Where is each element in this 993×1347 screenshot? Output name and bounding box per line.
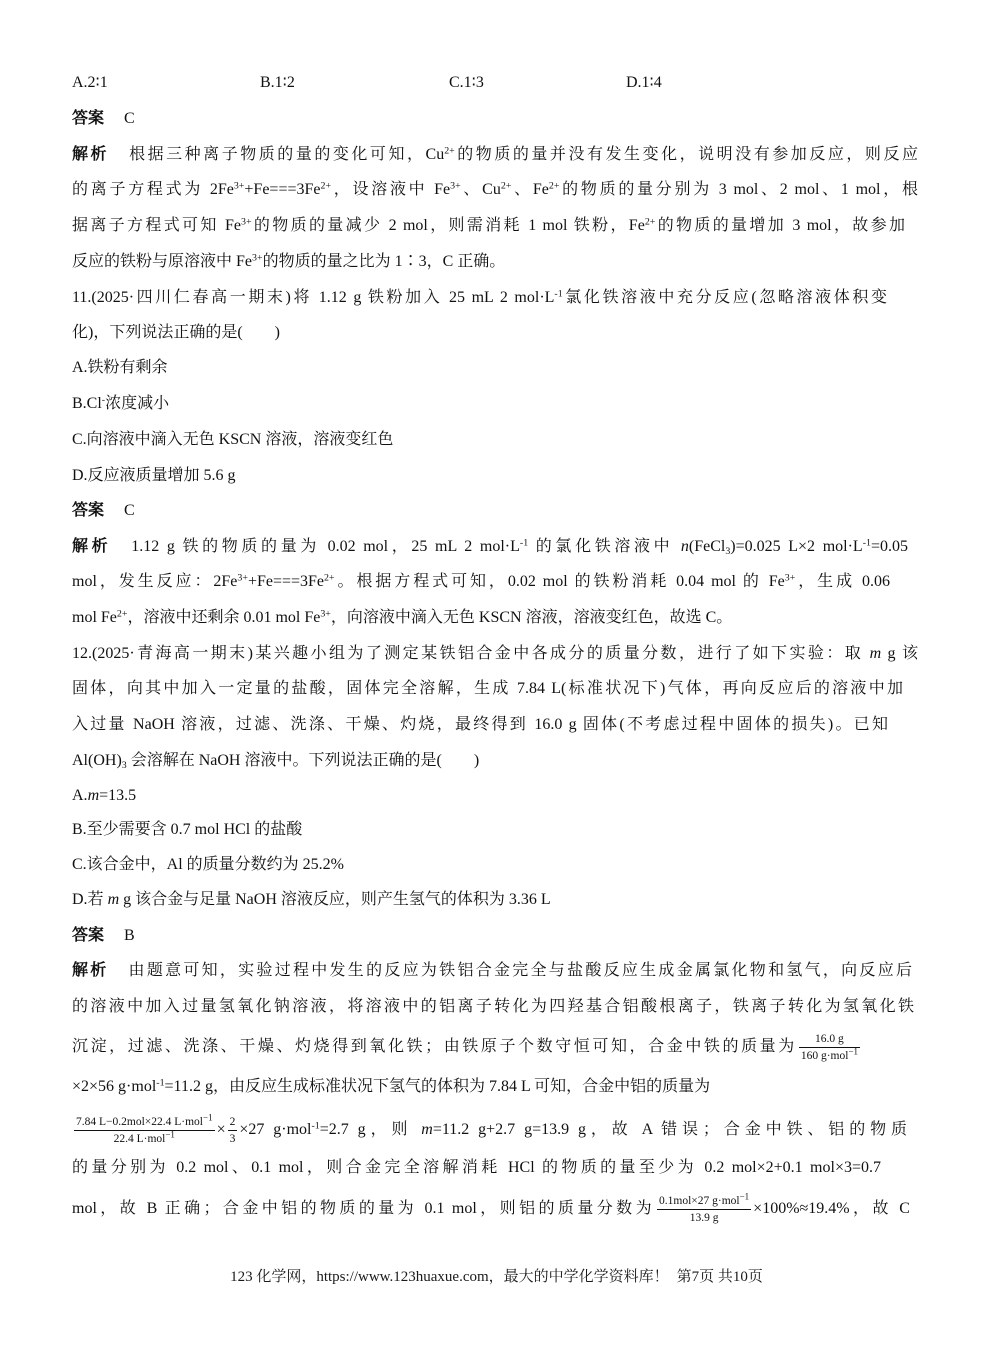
analysis-label: 解析 xyxy=(72,146,110,163)
option-c: C.1∶3 xyxy=(449,74,484,91)
fraction xyxy=(799,1032,860,1063)
analysis-line xyxy=(72,1189,910,1229)
text-run: ，生成 0.06 xyxy=(795,573,890,590)
text-run: 沉淀，过滤、洗涤、干燥、灼烧得到氧化铁；由铁原子个数守恒可知，合金中铁的质量为 xyxy=(72,1038,797,1055)
text-run: 1.12 g 铁的物质的量为 0.02 mol，25 mL 2 mol·L xyxy=(131,538,520,555)
option-b xyxy=(72,389,169,419)
fraction-denominator xyxy=(228,1131,238,1146)
superscript: 2+ xyxy=(116,608,128,620)
superscript: 2+ xyxy=(548,180,560,192)
previous-question-options xyxy=(72,68,918,98)
text-run: 、Fe xyxy=(511,181,549,198)
text-run: 的物质的量之比为 1∶3，C 正确。 xyxy=(262,253,506,270)
text-run: × xyxy=(216,1121,226,1138)
superscript: 2+ xyxy=(320,180,332,192)
text-run: 的氯化铁溶液中 xyxy=(528,538,681,555)
text-run: 22.4 L·mol xyxy=(113,1132,166,1145)
text-run: 。根据方程式可知，0.02 mol 的铁粉消耗 0.04 mol 的 Fe xyxy=(334,573,785,590)
italic-variable: n xyxy=(680,538,689,555)
text-run: A. xyxy=(72,787,88,804)
text-run: 浓度减小 xyxy=(105,395,170,412)
superscript: −1 xyxy=(848,1046,858,1057)
text-run: mol Fe xyxy=(72,609,117,626)
text-run: 据离子方程式可知 Fe xyxy=(72,217,242,234)
text-run: 、Cu xyxy=(460,181,501,198)
subscript: 3 xyxy=(121,759,127,771)
text-run: 反应的铁粉与原溶液中 Fe xyxy=(72,253,253,270)
text-run: =13.5 xyxy=(99,787,137,804)
text-run: ，溶液中还剩余 0.01 mol Fe xyxy=(127,609,321,626)
italic-variable: m xyxy=(87,787,100,804)
answer-line xyxy=(72,104,135,134)
page-footer xyxy=(0,1262,993,1292)
text-run: 的量分别为 0.2 mol、0.1 mol，则合金完全溶解消耗 HCl 的物质的量至少为 0.2 mol×2+0.1 mol×3=0.7 xyxy=(72,1159,881,1176)
option-c xyxy=(72,850,344,880)
text-run: B.Cl xyxy=(72,395,102,412)
text-run: Al(OH) xyxy=(72,752,122,769)
text-run: +Fe===3Fe xyxy=(244,181,321,198)
analysis-line xyxy=(72,1072,710,1102)
option-c xyxy=(72,425,393,455)
analysis-label: 解析 xyxy=(72,538,112,555)
superscript: -1 xyxy=(862,537,871,549)
analysis-line xyxy=(72,1110,907,1150)
text-run: C.向溶液中滴入无色 KSCN 溶液，溶液变红色 xyxy=(72,431,394,448)
option-a xyxy=(72,781,136,811)
text-run: 会溶解在 NaOH 溶液中。下列说法正确的是( ) xyxy=(126,752,480,769)
analysis-line xyxy=(72,140,918,170)
option-a: A.2∶1 xyxy=(72,74,108,91)
text-run: =11.2 g，由反应生成标准状况下氢气的体积为 7.84 L 可知，合金中铝的质量为 xyxy=(164,1078,711,1095)
analysis-line xyxy=(72,211,905,241)
question-stem-line xyxy=(72,639,918,669)
text-run: 13.9 g xyxy=(689,1211,719,1224)
analysis-line xyxy=(72,603,732,633)
analysis-line xyxy=(72,1153,881,1183)
text-run: g 该合金与足量 NaOH 溶液反应，则产生氢气的体积为 3.36 L xyxy=(119,891,551,908)
answer-label: 答案 xyxy=(72,502,105,519)
superscript: 2+ xyxy=(324,572,335,584)
question-stem-line xyxy=(72,283,887,313)
text-run: 的溶液中加入过量氢氧化钠溶液，将溶液中的铝离子转化为四羟基合铝酸根离子，铁离子转化为氢氧化铁 xyxy=(72,998,914,1015)
text-run: 3 xyxy=(229,1132,236,1145)
text-run: 的物质的量分别为 3 mol、2 mol、1 mol，根 xyxy=(559,181,918,198)
text-run: (FeCl xyxy=(688,538,726,555)
analysis-line xyxy=(72,175,918,205)
fraction xyxy=(228,1115,238,1146)
text-run: 的物质的量增加 3 mol，故参加 xyxy=(655,217,905,234)
text-run: 根据三种离子物质的量的变化可知，Cu xyxy=(129,146,445,163)
text-run: 16.0 g xyxy=(815,1032,844,1045)
option-b: B.1∶2 xyxy=(260,74,295,91)
text-run: =2.7 g，则 xyxy=(319,1121,422,1138)
text-run: )=0.025 L×2 mol·L xyxy=(730,538,863,555)
fraction-numerator xyxy=(228,1115,238,1131)
superscript: 3+ xyxy=(450,180,461,192)
fraction-denominator xyxy=(74,1131,215,1146)
text-run: +Fe===3Fe xyxy=(247,573,325,590)
text-run: D.若 xyxy=(72,891,108,908)
superscript: - xyxy=(101,394,106,406)
text-run: 7.84 L−0.2mol×22.4 L·mol xyxy=(76,1115,204,1128)
footer-site: 123 化学网，https://www.123huaxue.com，最大的中学化学资料库！ xyxy=(230,1269,669,1285)
text-run: 11.(2025·四川仁春高一期末)将 1.12 g 铁粉加入 25 mL 2 mol·L xyxy=(72,289,555,306)
text-run: 化)，下列说法正确的是( ) xyxy=(72,324,280,341)
fraction-denominator xyxy=(799,1048,860,1063)
text-run: ×2×56 g·mol xyxy=(72,1078,157,1095)
analysis-label: 解析 xyxy=(72,962,109,979)
text-run: 入过量 NaOH 溶液，过滤、洗涤、干燥、灼烧，最终得到 16.0 g 固体(不考虑过程中固体的损失)。已知 xyxy=(72,716,888,733)
answer-value: C xyxy=(124,110,135,127)
fraction xyxy=(657,1191,751,1225)
answer-label: 答案 xyxy=(72,110,105,127)
text-run: ×100%≈19.4%，故 C xyxy=(753,1200,910,1217)
text-run: mol，发生反应：2Fe xyxy=(72,573,238,590)
superscript: 3+ xyxy=(237,572,248,584)
text-run: D.反应液质量增加 5.6 g xyxy=(72,467,236,484)
text-run: mol，故 B 正确；合金中铝的物质的量为 0.1 mol，则铝的质量分数为 xyxy=(72,1200,656,1217)
analysis-text xyxy=(129,962,912,979)
analysis-line xyxy=(72,532,908,562)
superscript: 3+ xyxy=(784,572,796,584)
analysis-text xyxy=(129,146,918,163)
superscript: -1 xyxy=(311,1120,320,1132)
text-run: g 该 xyxy=(881,645,918,662)
text-run: ，向溶液中滴入无色 KSCN 溶液，溶液变红色，故选 C。 xyxy=(330,609,733,626)
superscript: -1 xyxy=(519,537,529,549)
text-run: =11.2 g+2.7 g=13.9 g，故 A 错误；合金中铁、铝的物质 xyxy=(432,1121,907,1138)
option-d xyxy=(72,885,551,915)
italic-variable: m xyxy=(107,891,120,908)
text-run: ，设溶液中 Fe xyxy=(331,181,451,198)
analysis-line xyxy=(72,1027,862,1067)
analysis-line xyxy=(72,247,505,277)
analysis-line xyxy=(72,567,890,597)
superscript: 3+ xyxy=(233,180,245,192)
superscript: −1 xyxy=(739,1191,750,1202)
text-run: 的离子方程式为 2Fe xyxy=(72,181,234,198)
text-run: 160 g·mol xyxy=(800,1049,849,1062)
fraction-denominator xyxy=(657,1210,751,1225)
superscript: -1 xyxy=(554,288,563,300)
answer-line xyxy=(72,921,135,951)
answer-label: 答案 xyxy=(72,927,105,944)
option-d: D.1∶4 xyxy=(626,74,662,91)
text-run: =0.05 xyxy=(870,538,908,555)
answer-value: B xyxy=(124,927,135,944)
question-stem-line xyxy=(72,710,888,740)
answer-value: C xyxy=(124,502,135,519)
text-run: 2 xyxy=(229,1115,236,1128)
superscript: 3+ xyxy=(241,216,252,228)
superscript: −1 xyxy=(203,1112,213,1123)
fraction-numerator xyxy=(657,1191,751,1210)
question-stem-line xyxy=(72,318,280,348)
analysis-text xyxy=(131,538,908,555)
superscript: 2+ xyxy=(444,145,455,157)
superscript: 2+ xyxy=(500,180,512,192)
text-run: 0.1mol×27 g·mol xyxy=(659,1194,740,1207)
text-run: 固体，向其中加入一定量的盐酸，固体完全溶解，生成 7.84 L(标准状况下)气体，再向反应后的溶液中加 xyxy=(72,680,903,697)
fraction xyxy=(74,1112,215,1146)
superscript: −1 xyxy=(165,1129,175,1140)
text-run: ×27 g·mol xyxy=(239,1121,312,1138)
text-run: 12.(2025·青海高一期末)某兴趣小组为了测定某铁铝合金中各成分的质量分数，进行了如下实验：取 xyxy=(72,645,870,662)
analysis-line xyxy=(72,956,912,986)
option-b xyxy=(72,815,302,845)
italic-variable: m xyxy=(869,645,882,662)
text-run: C.该合金中，Al 的质量分数约为 25.2% xyxy=(72,856,345,873)
question-stem-line xyxy=(72,674,903,704)
superscript: -1 xyxy=(156,1077,165,1089)
fraction-numerator xyxy=(74,1112,215,1131)
italic-variable: m xyxy=(421,1121,433,1138)
superscript: 2+ xyxy=(644,216,656,228)
analysis-line xyxy=(72,992,914,1022)
text-run: 氯化铁溶液中充分反应(忽略溶液体积变 xyxy=(562,289,887,306)
subscript: 3 xyxy=(725,545,731,557)
superscript: 3+ xyxy=(252,252,263,264)
superscript: 3+ xyxy=(320,608,331,620)
text-run: A.铁粉有剩余 xyxy=(72,359,168,376)
text-run: B.至少需要含 0.7 mol HCl 的盐酸 xyxy=(72,821,303,838)
text-run: 的物质的量减少 2 mol，则需消耗 1 mol 铁粉，Fe xyxy=(251,217,645,234)
answer-line xyxy=(72,496,135,526)
text-run: 的物质的量并没有发生变化，说明没有参加反应，则反应 xyxy=(454,146,918,163)
option-a xyxy=(72,353,168,383)
page-number: 第7页 共10页 xyxy=(676,1269,763,1285)
question-stem-line xyxy=(72,746,479,776)
option-d xyxy=(72,461,236,491)
text-run: 由题意可知，实验过程中发生的反应为铁铝合金完全与盐酸反应生成金属氯化物和氢气，向反应后 xyxy=(128,962,912,979)
